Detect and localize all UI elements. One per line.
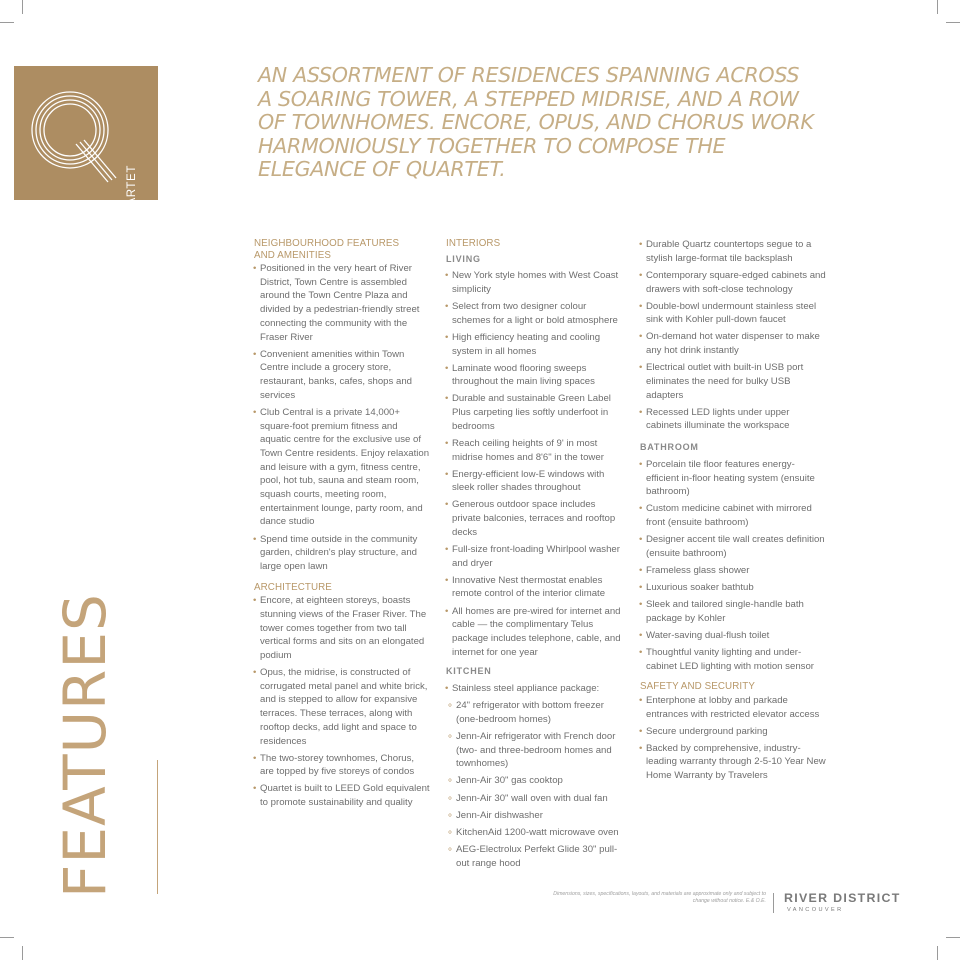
list-item: • Laminate wood flooring sweeps throughout the main living spaces [446, 362, 626, 389]
living-heading: LIVING [446, 253, 481, 264]
appliance-item: ∘ Jenn-Air dishwasher [446, 809, 626, 823]
architecture-heading: ARCHITECTURE [254, 581, 332, 593]
crop-mark [0, 937, 14, 938]
list-item: • New York style homes with West Coast simplicity [446, 269, 626, 296]
appliance-item: ∘ Jenn-Air 30" wall oven with dual fan [446, 792, 626, 806]
safety-heading: SAFETY AND SECURITY [640, 681, 755, 693]
list-item: • Durable Quartz countertops segue to a stylish large-format tile backsplash [640, 238, 826, 265]
list-item: • Durable and sustainable Green Label Plus carpeting lies softly underfoot in bedrooms [446, 392, 626, 433]
neighbourhood-heading: NEIGHBOURHOOD FEATURES AND AMENITIES [254, 238, 400, 261]
neighbourhood-list [254, 262, 430, 574]
crop-mark [946, 22, 960, 23]
list-item: • Enterphone at lobby and parkade entrances with restricted elevator access [640, 694, 826, 721]
crop-mark [946, 937, 960, 938]
list-item: • Secure underground parking [640, 725, 826, 739]
crop-mark [937, 946, 938, 960]
quartet-logo [14, 66, 158, 224]
list-item: • Encore, at eighteen storeys, boasts stunning views of the Fraser River. The tower comes together from two tall vertical forms and sits on an elongated podium [254, 594, 430, 663]
list-item: • Convenient amenities within Town Centre include a grocery store, restaurant, banks, cafes, shops and services [254, 348, 430, 403]
column-interiors [446, 238, 626, 874]
list-item: • Porcelain tile floor features energy-efficient in-floor heating system (ensuite bathroom) [640, 458, 826, 499]
interiors-heading: INTERIORS [446, 238, 501, 249]
list-item: • Custom medicine cabinet with mirrored front (ensuite bathroom) [640, 502, 826, 529]
list-item: • Electrical outlet with built-in USB port eliminates the need for bulky USB adapters [640, 361, 826, 402]
list-item: • Stainless steel appliance package: [446, 682, 626, 696]
list-item: • Spend time outside in the community garden, children's play structure, and large open lawn [254, 533, 430, 574]
list-item: • Frameless glass shower [640, 564, 826, 578]
logo-wordmark [126, 136, 146, 226]
list-item: • Thoughtful vanity lighting and under-cabinet LED lighting with motion sensor [640, 646, 826, 673]
list-item: • Reach ceiling heights of 9' in most midrise homes and 8'6" in the tower [446, 437, 626, 464]
list-item: • Positioned in the very heart of River District, Town Centre is assembled around the Town Centre Plaza and divided by a pedestrian-friendly street connecting the community with the Fraser River [254, 262, 430, 344]
list-item: • The two-storey townhomes, Chorus, are topped by five storeys of condos [254, 752, 430, 779]
list-item: • Opus, the midrise, is constructed of corrugated metal panel and white brick, and is stepped to allow for expansive terraces. These terraces, along with rooftop decks, add light and space to residences [254, 666, 430, 748]
divider [773, 893, 774, 913]
appliance-item: ∘ Jenn-Air 30" gas cooktop [446, 774, 626, 788]
crop-mark [0, 22, 14, 23]
appliance-item: ∘ AEG-Electrolux Perfekt Glide 30" pull-out range hood [446, 843, 626, 870]
list-item: • Contemporary square-edged cabinets and drawers with soft-close technology [640, 269, 826, 296]
developer-location: VANCOUVER [787, 907, 844, 913]
architecture-list [254, 594, 430, 810]
safety-list [640, 694, 826, 783]
list-item: • Full-size front-loading Whirlpool washer and dryer [446, 543, 626, 570]
crop-mark [22, 946, 23, 960]
list-item: • Sleek and tailored single-handle bath package by Kohler [640, 598, 826, 625]
list-item: • Recessed LED lights under upper cabinets illuminate the workspace [640, 406, 826, 433]
developer-logo: RIVER DISTRICT [784, 891, 901, 905]
crop-mark [22, 0, 23, 14]
divider-line [157, 760, 158, 894]
bathroom-heading: BATHROOM [640, 442, 699, 453]
kitchen-heading: KITCHEN [446, 666, 492, 677]
headline: AN ASSORTMENT OF RESIDENCES SPANNING ACROSS A SOARING TOWER, A STEPPED MIDRISE, AND A ROW OF TOWNHOMES. ENCORE, OPUS, AND CHORUS WORK HARMONIOUSLY TOGETHER TO COMPOSE THE ELEGANCE OF QUARTET. [258, 63, 814, 181]
list-item: • Double-bowl undermount stainless steel sink with Kohler pull-down faucet [640, 300, 826, 327]
list-item: • Backed by comprehensive, industry-leading warranty through 2-5-10 Year New Home Warranty by Travelers [640, 742, 826, 783]
list-item: • Club Central is a private 14,000+ square-foot premium fitness and aquatic centre for the exclusive use of Town Centre residents. Enjoy relaxation and leisure with a gym, fitness centre, pool, hot tub, sauna and steam room, squash courts, meeting room, entertainment lounge, party room, and dance studio [254, 406, 430, 529]
kitchen-list [446, 682, 626, 870]
list-item: • Generous outdoor space includes private balconies, terraces and rooftop decks [446, 498, 626, 539]
disclaimer: Dimensions, sizes, specifications, layouts, and materials are approximate only and subject to change without notice. E.& O.E. [553, 891, 766, 904]
bathroom-list [640, 458, 826, 674]
appliance-item: ∘ KitchenAid 1200-watt microwave oven [446, 826, 626, 840]
living-list [446, 269, 626, 659]
list-item: • Designer accent tile wall creates definition (ensuite bathroom) [640, 533, 826, 560]
list-item: • Quartet is built to LEED Gold equivalent to promote sustainability and quality [254, 782, 430, 809]
q-monogram-icon [28, 78, 118, 188]
list-item: • Innovative Nest thermostat enables remote control of the interior climate [446, 574, 626, 601]
list-item: • Water-saving dual-flush toilet [640, 629, 826, 643]
list-item: • Luxurious soaker bathtub [640, 581, 826, 595]
column-kitchen-bath-safety [640, 238, 826, 786]
logo-word: QUARTET [126, 165, 138, 224]
list-item: • Select from two designer colour schemes for a light or bold atmosphere [446, 300, 626, 327]
page-title: FEATURES [51, 593, 119, 898]
crop-mark [937, 0, 938, 14]
list-item: • All homes are pre-wired for internet and cable — the complimentary Telus package includes telephone, cable, and internet for one year [446, 605, 626, 660]
list-item: • Energy-efficient low-E windows with sleek roller shades throughout [446, 468, 626, 495]
appliance-item: ∘ 24" refrigerator with bottom freezer (one-bedroom homes) [446, 699, 626, 726]
column-neighbourhood [254, 238, 430, 813]
list-item: • High efficiency heating and cooling system in all homes [446, 331, 626, 358]
appliance-item: ∘ Jenn-Air refrigerator with French door (two- and three-bedroom homes and townhomes) [446, 730, 626, 771]
list-item: • On-demand hot water dispenser to make any hot drink instantly [640, 330, 826, 357]
kitchen-list-continued [640, 238, 826, 433]
